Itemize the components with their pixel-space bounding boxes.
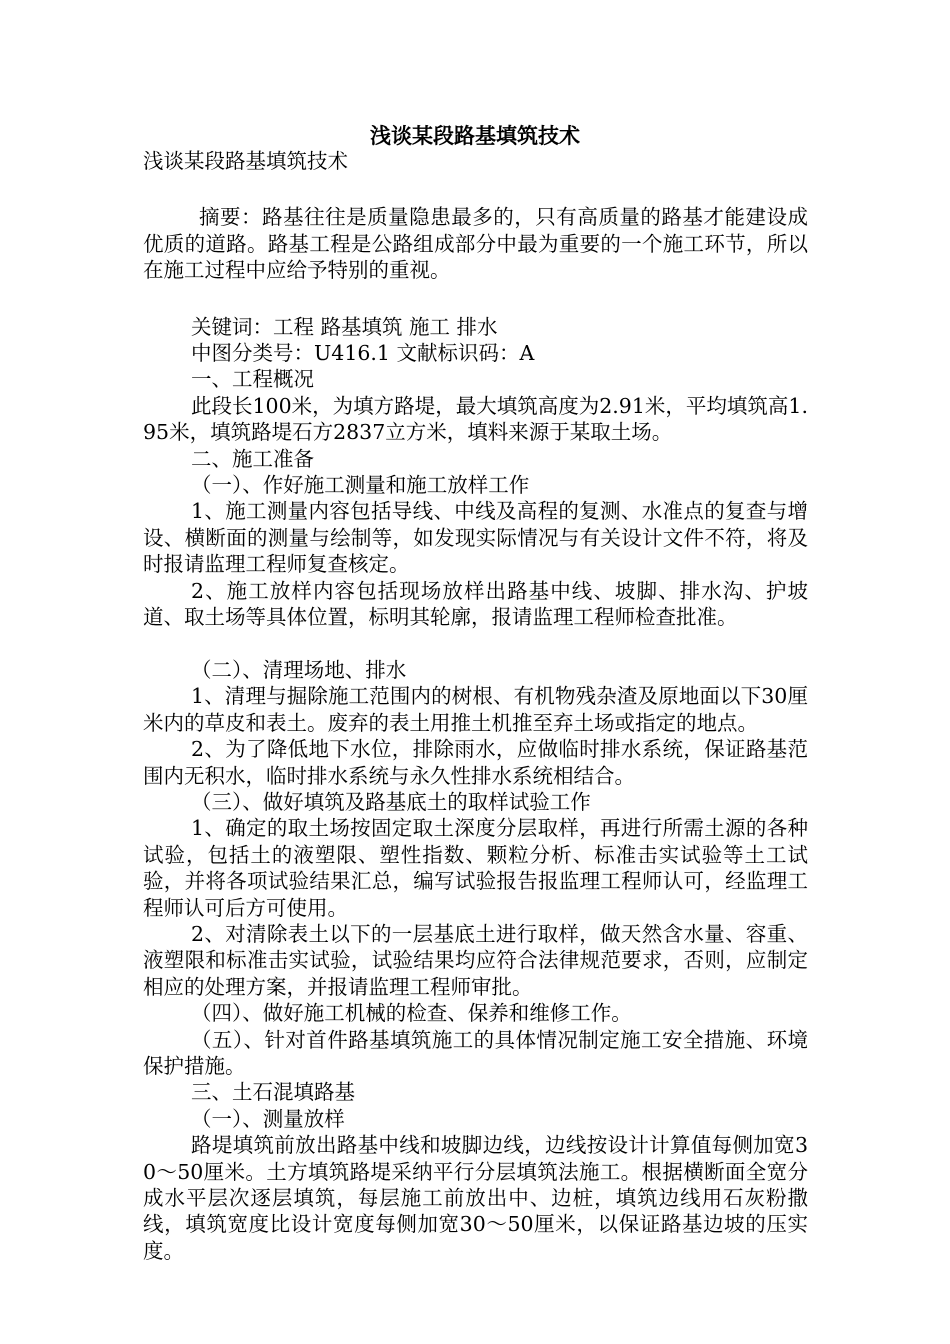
section-heading: 一、工程概况 bbox=[191, 367, 314, 392]
paragraph: 1、确定的取土场按固定取土深度分层取样，再进行所需土源的各种试验，包括土的液塑限、塑性指数、颗粒分析、标准击实试验等土工试验，并将各项试验结果汇总，编写试验报告报监理工程师认可，经监理工程师认可后方可使用。 bbox=[143, 816, 808, 920]
paragraph: 2、为了降低地下水位，排除雨水，应做临时排水系统，保证路基范围内无积水，临时排水系统与永久性排水系统相结合。 bbox=[143, 737, 808, 788]
paragraph: 路堤填筑前放出路基中线和坡脚边线，边线按设计计算值每侧加宽30～50厘米。土方填筑路堤采纳平行分层填筑法施工。根据横断面全宽分成水平层次逐层填筑，每层施工前放出中、边桩，填筑边线用石灰粉撒线，填筑宽度比设计宽度每侧加宽30～50厘米，以保证路基边坡的压实度。 bbox=[143, 1133, 808, 1263]
spacer bbox=[143, 284, 808, 314]
subsection-heading: （四）、做好施工机械的检查、保养和维修工作。 bbox=[191, 1001, 632, 1026]
abstract: 摘要：路基往往是质量隐患最多的，只有高质量的路基才能建设成优质的道路。路基工程是公路组成部分中最为重要的一个施工环节，所以在施工过程中应给予特别的重视。 bbox=[143, 205, 808, 283]
classification: 中图分类号：U416.1 文献标识码：A bbox=[191, 341, 535, 366]
section-heading: 三、土石混填路基 bbox=[191, 1080, 355, 1105]
subsection-heading: （一）、作好施工测量和施工放样工作 bbox=[191, 473, 530, 498]
document-title: 浅谈某段路基填筑技术 bbox=[370, 123, 580, 148]
subsection-heading: （一）、测量放样 bbox=[191, 1106, 345, 1131]
document-body bbox=[143, 148, 808, 1264]
spacer bbox=[143, 174, 808, 204]
subsection-heading: （二）、清理场地、排水 bbox=[191, 657, 407, 682]
subsection-heading: （三）、做好填筑及路基底土的取样试验工作 bbox=[191, 789, 591, 814]
paragraph: 2、施工放样内容包括现场放样出路基中线、坡脚、排水沟、护坡道、取土场等具体位置，标明其轮廓，报请监理工程师检查批准。 bbox=[143, 578, 808, 630]
keywords: 关键词：工程 路基填筑 施工 排水 bbox=[191, 314, 498, 339]
subsection-heading: （五）、针对首件路基填筑施工的具体情况制定施工安全措施、环境保护措施。 bbox=[143, 1027, 808, 1078]
paragraph: 2、对清除表土以下的一层基底土进行取样，做天然含水量、容重、液塑限和标准击实试验，试验结果均应符合法律规范要求，否则，应制定相应的处理方案，并报请监理工程师审批。 bbox=[143, 921, 808, 999]
document-subtitle: 浅谈某段路基填筑技术 bbox=[143, 149, 348, 173]
paragraph: 1、清理与掘除施工范围内的树根、有机物残杂渣及原地面以下30厘米内的草皮和表土。废弃的表土用推土机推至弃土场或指定的地点。 bbox=[143, 684, 808, 735]
paragraph: 1、施工测量内容包括导线、中线及高程的复测、水准点的复查与增设、横断面的测量与绘制等，如发现实际情况与有关设计文件不符，将及时报请监理工程师复查核定。 bbox=[143, 499, 808, 577]
paragraph: 此段长100米，为填方路堤，最大填筑高度为2.91米，平均填筑高1.95米，填筑路堤石方2837立方米，填料来源于某取土场。 bbox=[143, 393, 808, 445]
spacer bbox=[143, 631, 808, 657]
section-heading: 二、施工准备 bbox=[191, 446, 314, 471]
